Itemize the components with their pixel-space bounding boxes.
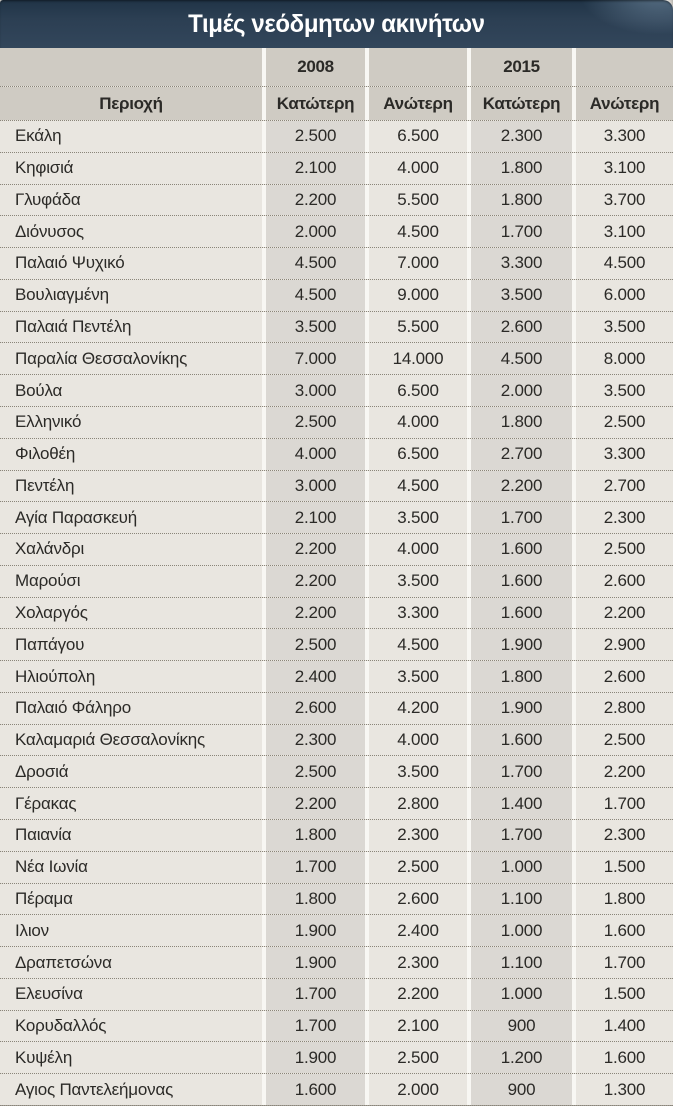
area-cell: Παπάγου — [0, 629, 262, 660]
area-cell: Παλαιό Φάληρο — [0, 693, 262, 724]
value-cell: 2.600 — [467, 312, 572, 343]
area-cell: Ηλιούπολη — [0, 661, 262, 692]
value-cell: 1.600 — [572, 1042, 673, 1073]
table-row — [0, 661, 673, 693]
value-cell: 1.000 — [467, 915, 572, 946]
value-cell: 2.300 — [365, 947, 467, 978]
value-cell: 2.500 — [262, 407, 365, 438]
value-cell: 1.000 — [467, 979, 572, 1010]
value-cell: 1.600 — [262, 1074, 365, 1105]
value-cell: 2.600 — [572, 661, 673, 692]
area-cell: Παιανία — [0, 820, 262, 851]
value-cell: 3.300 — [467, 248, 572, 279]
value-cell: 1.700 — [572, 947, 673, 978]
value-cell: 9.000 — [365, 280, 467, 311]
area-cell: Αγιος Παντελεήμονας — [0, 1074, 262, 1105]
value-cell: 3.100 — [572, 153, 673, 184]
value-cell: 1.400 — [467, 788, 572, 819]
value-cell: 6.500 — [365, 121, 467, 152]
area-cell: Εκάλη — [0, 121, 262, 152]
year-row-spacer-area — [0, 48, 262, 86]
value-cell: 2.500 — [262, 756, 365, 787]
table-row — [0, 693, 673, 725]
table-row — [0, 1042, 673, 1074]
area-cell: Κορυδαλλός — [0, 1011, 262, 1042]
value-cell: 1.400 — [572, 1011, 673, 1042]
value-cell: 4.500 — [365, 629, 467, 660]
value-cell: 1.700 — [467, 820, 572, 851]
column-header-2008-min: Κατώτερη — [262, 87, 365, 120]
value-cell: 8.000 — [572, 343, 673, 374]
value-cell: 3.500 — [467, 280, 572, 311]
year-label-2015: 2015 — [467, 48, 572, 86]
area-cell: Νέα Ιωνία — [0, 852, 262, 883]
value-cell: 3.500 — [365, 661, 467, 692]
value-cell: 4.000 — [365, 534, 467, 565]
value-cell: 2.800 — [572, 693, 673, 724]
value-cell: 1.600 — [467, 566, 572, 597]
value-cell: 2.500 — [262, 629, 365, 660]
year-row-spacer-1 — [365, 48, 467, 86]
table-row — [0, 439, 673, 471]
value-cell: 1.800 — [262, 884, 365, 915]
value-cell: 3.700 — [572, 185, 673, 216]
value-cell: 1.800 — [467, 185, 572, 216]
value-cell: 2.700 — [467, 439, 572, 470]
value-cell: 2.600 — [572, 566, 673, 597]
value-cell: 2.500 — [365, 1042, 467, 1073]
table-row — [0, 1074, 673, 1106]
value-cell: 2.700 — [572, 471, 673, 502]
value-cell: 1.900 — [262, 1042, 365, 1073]
table-row — [0, 566, 673, 598]
area-cell: Κυψέλη — [0, 1042, 262, 1073]
table-title-bar — [0, 0, 673, 48]
value-cell: 2.300 — [572, 820, 673, 851]
area-cell: Καλαμαριά Θεσσαλονίκης — [0, 725, 262, 756]
area-cell: Παλαιά Πεντέλη — [0, 312, 262, 343]
value-cell: 4.000 — [365, 153, 467, 184]
value-cell: 1.700 — [467, 216, 572, 247]
value-cell: 7.000 — [365, 248, 467, 279]
table-row — [0, 185, 673, 217]
area-cell: Δραπετσώνα — [0, 947, 262, 978]
value-cell: 4.500 — [365, 216, 467, 247]
value-cell: 1.600 — [467, 725, 572, 756]
value-cell: 4.000 — [365, 725, 467, 756]
column-header-2015-min: Κατώτερη — [467, 87, 572, 120]
area-cell: Χαλάνδρι — [0, 534, 262, 565]
area-cell: Κηφισιά — [0, 153, 262, 184]
table-row — [0, 407, 673, 439]
column-header-row — [0, 87, 673, 121]
area-cell: Γέρακας — [0, 788, 262, 819]
value-cell: 1.500 — [572, 852, 673, 883]
value-cell: 1.800 — [572, 884, 673, 915]
value-cell: 3.000 — [262, 375, 365, 406]
value-cell: 1.800 — [467, 407, 572, 438]
table-row — [0, 852, 673, 884]
value-cell: 2.300 — [467, 121, 572, 152]
value-cell: 1.300 — [572, 1074, 673, 1105]
value-cell: 2.100 — [262, 153, 365, 184]
value-cell: 2.200 — [262, 598, 365, 629]
value-cell: 1.200 — [467, 1042, 572, 1073]
value-cell: 2.500 — [262, 121, 365, 152]
value-cell: 6.500 — [365, 439, 467, 470]
value-cell: 1.800 — [467, 153, 572, 184]
area-cell: Βούλα — [0, 375, 262, 406]
value-cell: 4.000 — [365, 407, 467, 438]
value-cell: 900 — [467, 1011, 572, 1042]
table-row — [0, 375, 673, 407]
value-cell: 2.400 — [262, 661, 365, 692]
value-cell: 1.700 — [262, 852, 365, 883]
value-cell: 2.200 — [467, 471, 572, 502]
value-cell: 900 — [467, 1074, 572, 1105]
table-row — [0, 121, 673, 153]
area-cell: Φιλοθέη — [0, 439, 262, 470]
value-cell: 3.300 — [572, 121, 673, 152]
area-cell: Βουλιαγμένη — [0, 280, 262, 311]
value-cell: 3.300 — [365, 598, 467, 629]
area-cell: Ελληνικό — [0, 407, 262, 438]
value-cell: 2.100 — [365, 1011, 467, 1042]
value-cell: 5.500 — [365, 312, 467, 343]
area-cell: Γλυφάδα — [0, 185, 262, 216]
table-row — [0, 884, 673, 916]
value-cell: 7.000 — [262, 343, 365, 374]
value-cell: 2.200 — [572, 598, 673, 629]
table-row — [0, 947, 673, 979]
value-cell: 2.100 — [262, 502, 365, 533]
value-cell: 1.000 — [467, 852, 572, 883]
value-cell: 4.000 — [262, 439, 365, 470]
value-cell: 2.000 — [467, 375, 572, 406]
value-cell: 1.700 — [467, 756, 572, 787]
value-cell: 2.000 — [262, 216, 365, 247]
table-row — [0, 1011, 673, 1043]
table-row — [0, 629, 673, 661]
value-cell: 2.400 — [365, 915, 467, 946]
value-cell: 6.000 — [572, 280, 673, 311]
column-header-area: Περιοχή — [0, 87, 262, 120]
value-cell: 4.500 — [262, 248, 365, 279]
column-header-2008-max: Ανώτερη — [365, 87, 467, 120]
value-cell: 2.200 — [365, 979, 467, 1010]
value-cell: 1.900 — [467, 629, 572, 660]
area-cell: Διόνυσος — [0, 216, 262, 247]
value-cell: 2.600 — [365, 884, 467, 915]
value-cell: 3.500 — [262, 312, 365, 343]
table-row — [0, 343, 673, 375]
value-cell: 1.900 — [262, 947, 365, 978]
table-row — [0, 598, 673, 630]
value-cell: 1.700 — [467, 502, 572, 533]
table-row — [0, 502, 673, 534]
value-cell: 1.900 — [467, 693, 572, 724]
value-cell: 1.600 — [572, 915, 673, 946]
value-cell: 3.100 — [572, 216, 673, 247]
table-row — [0, 248, 673, 280]
value-cell: 2.200 — [262, 185, 365, 216]
table-row — [0, 312, 673, 344]
value-cell: 3.500 — [365, 566, 467, 597]
year-label-2008: 2008 — [262, 48, 365, 86]
table-row — [0, 788, 673, 820]
value-cell: 2.500 — [572, 407, 673, 438]
value-cell: 2.200 — [262, 788, 365, 819]
value-cell: 4.500 — [365, 471, 467, 502]
table-row — [0, 820, 673, 852]
value-cell: 1.700 — [262, 979, 365, 1010]
value-cell: 2.300 — [365, 820, 467, 851]
area-cell: Αγία Παρασκευή — [0, 502, 262, 533]
value-cell: 1.600 — [467, 534, 572, 565]
value-cell: 1.700 — [262, 1011, 365, 1042]
area-cell: Παραλία Θεσσαλονίκης — [0, 343, 262, 374]
year-row-spacer-2 — [572, 48, 673, 86]
table-row — [0, 280, 673, 312]
table-row — [0, 979, 673, 1011]
value-cell: 1.800 — [262, 820, 365, 851]
value-cell: 2.900 — [572, 629, 673, 660]
area-cell: Πέραμα — [0, 884, 262, 915]
value-cell: 14.000 — [365, 343, 467, 374]
area-cell: Πεντέλη — [0, 471, 262, 502]
value-cell: 2.500 — [572, 725, 673, 756]
value-cell: 4.500 — [467, 343, 572, 374]
area-cell: Χολαργός — [0, 598, 262, 629]
value-cell: 4.200 — [365, 693, 467, 724]
area-cell: Παλαιό Ψυχικό — [0, 248, 262, 279]
value-cell: 1.500 — [572, 979, 673, 1010]
value-cell: 2.200 — [572, 756, 673, 787]
value-cell: 4.500 — [572, 248, 673, 279]
table-row — [0, 534, 673, 566]
value-cell: 3.500 — [365, 502, 467, 533]
value-cell: 1.600 — [467, 598, 572, 629]
value-cell: 6.500 — [365, 375, 467, 406]
area-cell: Ελευσίνα — [0, 979, 262, 1010]
value-cell: 5.500 — [365, 185, 467, 216]
table-body — [0, 121, 673, 1106]
table-row — [0, 471, 673, 503]
value-cell: 2.000 — [365, 1074, 467, 1105]
table-row — [0, 216, 673, 248]
table-row — [0, 915, 673, 947]
value-cell: 3.500 — [572, 375, 673, 406]
value-cell: 4.500 — [262, 280, 365, 311]
value-cell: 2.300 — [262, 725, 365, 756]
value-cell: 2.200 — [262, 534, 365, 565]
value-cell: 2.600 — [262, 693, 365, 724]
value-cell: 1.100 — [467, 947, 572, 978]
value-cell: 2.300 — [572, 502, 673, 533]
value-cell: 3.500 — [365, 756, 467, 787]
value-cell: 3.000 — [262, 471, 365, 502]
area-cell: Ιλιον — [0, 915, 262, 946]
value-cell: 1.800 — [467, 661, 572, 692]
table-row — [0, 725, 673, 757]
value-cell: 2.500 — [572, 534, 673, 565]
year-header-row — [0, 48, 673, 87]
value-cell: 1.100 — [467, 884, 572, 915]
value-cell: 2.800 — [365, 788, 467, 819]
area-cell: Δροσιά — [0, 756, 262, 787]
value-cell: 2.500 — [365, 852, 467, 883]
value-cell: 1.700 — [572, 788, 673, 819]
value-cell: 3.500 — [572, 312, 673, 343]
table-title: Τιμές νεόδμητων ακινήτων — [188, 9, 485, 38]
column-header-2015-max: Ανώτερη — [572, 87, 673, 120]
value-cell: 2.200 — [262, 566, 365, 597]
table-row — [0, 756, 673, 788]
value-cell: 1.900 — [262, 915, 365, 946]
area-cell: Μαρούσι — [0, 566, 262, 597]
table-row — [0, 153, 673, 185]
value-cell: 3.300 — [572, 439, 673, 470]
